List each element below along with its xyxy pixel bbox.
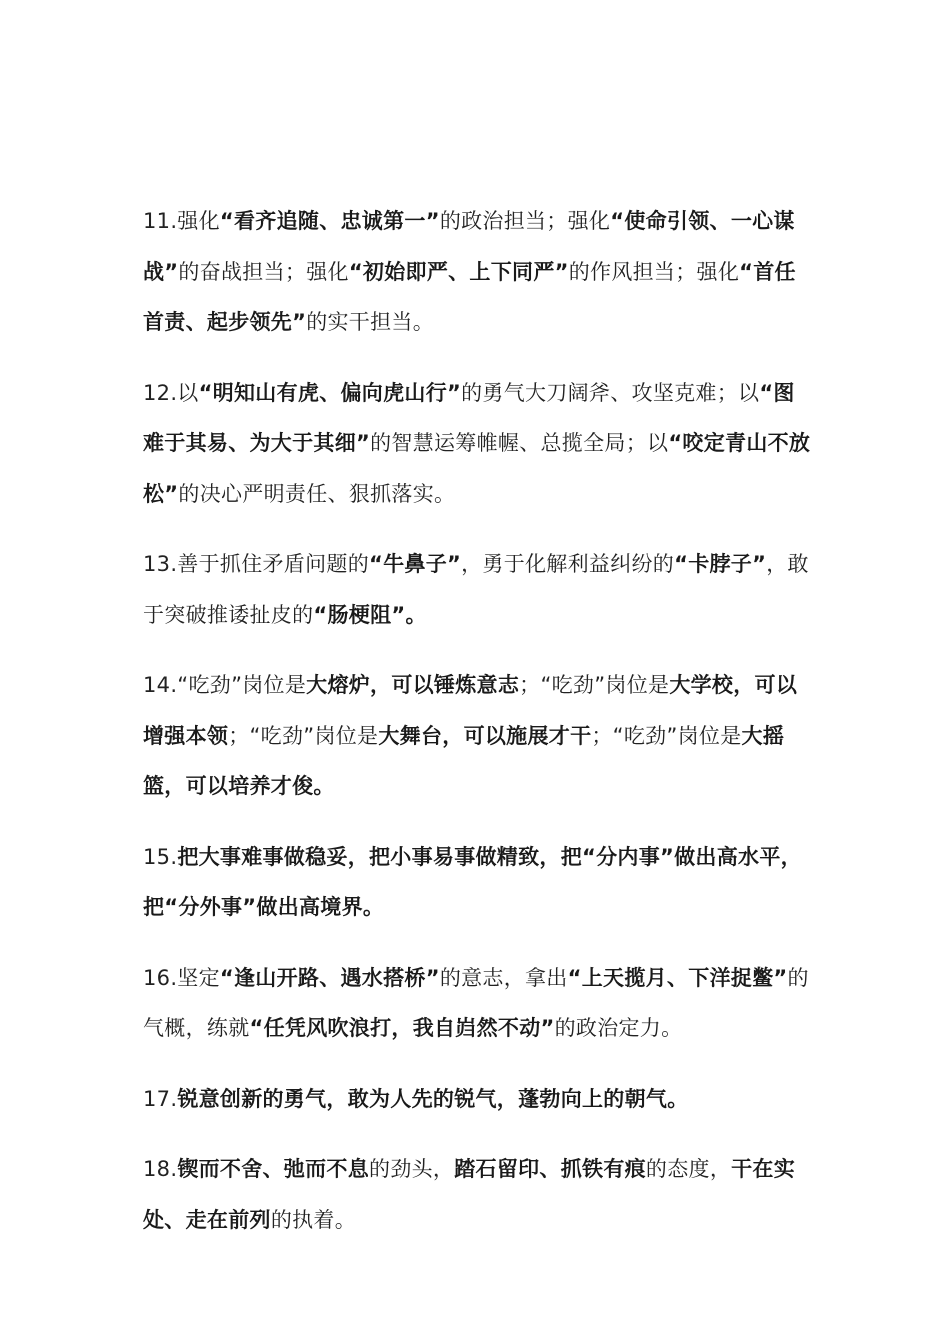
paragraph-16 (143, 953, 813, 1054)
paragraph-12 (143, 368, 813, 520)
body-text: 的勇气大刀阔斧、攻坚克难；以 (461, 380, 760, 405)
emphasis-text: 踏石留印、抓铁有痕 (454, 1157, 646, 1181)
emphasis-text: 大舞台，可以施展才干 (378, 723, 592, 748)
emphasis-text: “逢山开路、遇水搭桥” (219, 965, 440, 990)
paragraph-13 (143, 539, 813, 640)
paragraph-15 (143, 832, 813, 933)
emphasis-text: 把大事难事做稳妥，把小事易事做精致，把“分内事”做出高水平，把“分外事”做出高境界。 (143, 844, 802, 919)
body-text: 的气概，练就 (143, 965, 809, 1040)
document-body (143, 196, 813, 1265)
body-text: 13.善于抓住矛盾问题的 (143, 552, 369, 576)
body-text: ；“吃劲”岗位是 (591, 723, 742, 748)
emphasis-text: 大学校，可以增强本领 (143, 673, 798, 748)
body-text: 的智慧运筹帷幄、总揽全局；以 (370, 431, 669, 455)
body-text: 14.“吃劲”岗位是 (143, 673, 307, 697)
emphasis-text: 大摇篮，可以培养才俊。 (143, 723, 785, 798)
emphasis-text: 锐意创新的勇气，敢为人先的锐气，蓬勃向上的朝气。 (177, 1086, 689, 1111)
paragraph-14 (143, 660, 813, 812)
emphasis-text: “图难于其易、为大于其细” (143, 380, 795, 455)
paragraph-17 (143, 1074, 813, 1125)
body-text: 的执着。 (270, 1207, 357, 1232)
emphasis-text: “肠梗阻”。 (313, 602, 427, 627)
paragraph-11 (143, 196, 813, 348)
emphasis-text: “使命引领、一心谋战” (143, 209, 795, 284)
body-text: ；“吃劲”岗位是 (519, 673, 670, 697)
emphasis-text: “上天揽月、下洋捉鳖” (567, 965, 788, 990)
body-text: 的政治担当；强化 (439, 209, 611, 233)
body-text: 15. (143, 844, 178, 869)
body-text: ，勇于化解利益纠纷的 (461, 552, 675, 576)
body-text: 的意志，拿出 (439, 965, 568, 990)
emphasis-text: “咬定青山不放松” (143, 431, 811, 506)
body-text: ，敢于突破推诿扯皮的 (143, 552, 809, 627)
body-text: 的政治定力。 (554, 1016, 683, 1040)
emphasis-text: “任凭风吹浪打，我自岿然不动” (249, 1016, 555, 1040)
emphasis-text: “明知山有虎、偏向虎山行” (198, 380, 462, 405)
body-text: 的态度， (645, 1157, 732, 1181)
emphasis-text: “卡脖子” (674, 552, 767, 576)
emphasis-text: 锲而不舍、弛而不息 (177, 1157, 370, 1181)
emphasis-text: “初始即严、上下同严” (348, 259, 569, 284)
body-text: 的决心严明责任、狠抓落实。 (178, 481, 456, 506)
body-text: 的作风担当；强化 (568, 259, 740, 284)
paragraph-18 (143, 1144, 813, 1245)
body-text: 的奋战担当；强化 (178, 259, 349, 284)
emphasis-text: 大熔炉，可以锤炼意志 (306, 673, 520, 697)
body-text: 16.坚定 (143, 965, 220, 990)
body-text: ；“吃劲”岗位是 (228, 723, 379, 748)
body-text: 18. (143, 1157, 178, 1181)
body-text: 11.强化 (143, 209, 220, 233)
body-text: 12.以 (143, 380, 199, 405)
emphasis-text: 干在实处、走在前列 (143, 1157, 796, 1232)
emphasis-text: “牛鼻子” (369, 552, 462, 576)
emphasis-text: “看齐追随、忠诚第一” (219, 209, 440, 233)
body-text: 17. (143, 1086, 178, 1111)
body-text: 的劲头， (369, 1157, 455, 1181)
emphasis-text: “首任首责、起步领先” (143, 259, 796, 334)
body-text: 的实干担当。 (306, 310, 435, 334)
